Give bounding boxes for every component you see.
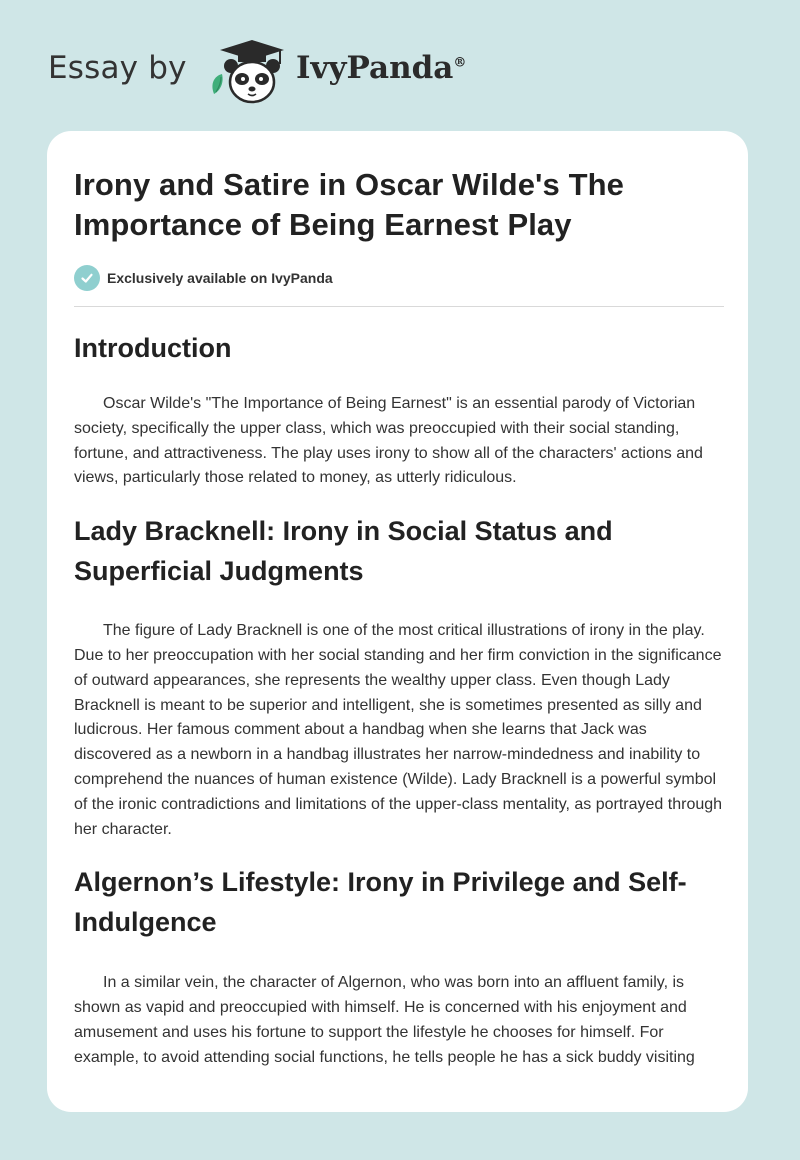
- brand-header: [48, 36, 468, 108]
- section-paragraph: Oscar Wilde's "The Importance of Being Earnest" is an essential parody of Victorian society, specifically the upper class, which was preoccupied with their social standing, fortune, and attractiveness. The play uses irony to show all of the characters' actions and views, particularly those related to money, as utterly ridiculous.: [74, 395, 703, 487]
- brand-name-text: IvyPanda: [296, 50, 454, 86]
- essay-card: [47, 131, 748, 1112]
- essay-content: [74, 165, 724, 1071]
- essay-title: Irony and Satire in Oscar Wilde's The Importance of Being Earnest Play: [74, 167, 624, 242]
- section-introduction: [74, 328, 724, 491]
- section-heading: Lady Bracknell: Irony in Social Status and Superficial Judgments: [74, 516, 613, 587]
- brand-name[interactable]: [296, 50, 466, 86]
- brand-prefix: Essay by: [48, 50, 187, 86]
- check-icon: [74, 265, 100, 291]
- section-lady-bracknell: [74, 511, 724, 842]
- section-paragraph: The figure of Lady Bracknell is one of the most critical illustrations of irony in the play. Due to her preoccupation with her social standing and her firm conviction in the significance of outward appearances, she represents the wealthy upper class. Even though Lady Bracknell is meant to be superior and intelligent, she is sometimes presented as silly and ludicrous. Her famous comment about a handbag when she learns that Jack was discovered as a newborn in a handbag illustrates her narrow-mindedness and inability to comprehend the nuances of human existence (Wilde). Lady Bracknell is a powerful symbol of the ironic contradictions and limitations of the upper-class mentality, as portrayed through her character.: [74, 622, 723, 838]
- section-heading: Algernon’s Lifestyle: Irony in Privilege and Self-Indulgence: [74, 867, 687, 938]
- divider: [74, 306, 724, 307]
- exclusive-badge: [74, 265, 724, 291]
- section-algernon: [74, 862, 724, 1070]
- panda-logo-icon[interactable]: [200, 36, 296, 108]
- section-paragraph: In a similar vein, the character of Algernon, who was born into an affluent family, is shown as vapid and preoccupied with himself. He is concerned with his enjoyment and amusement and uses his fortune to support the lifestyle he chooses for himself. For example, to avoid attending social functions, he tells people he has a sick buddy visiting: [74, 974, 695, 1066]
- exclusive-label: Exclusively available on IvyPanda: [107, 270, 333, 286]
- registered-mark: ®: [453, 55, 467, 71]
- section-heading: Introduction: [74, 333, 232, 363]
